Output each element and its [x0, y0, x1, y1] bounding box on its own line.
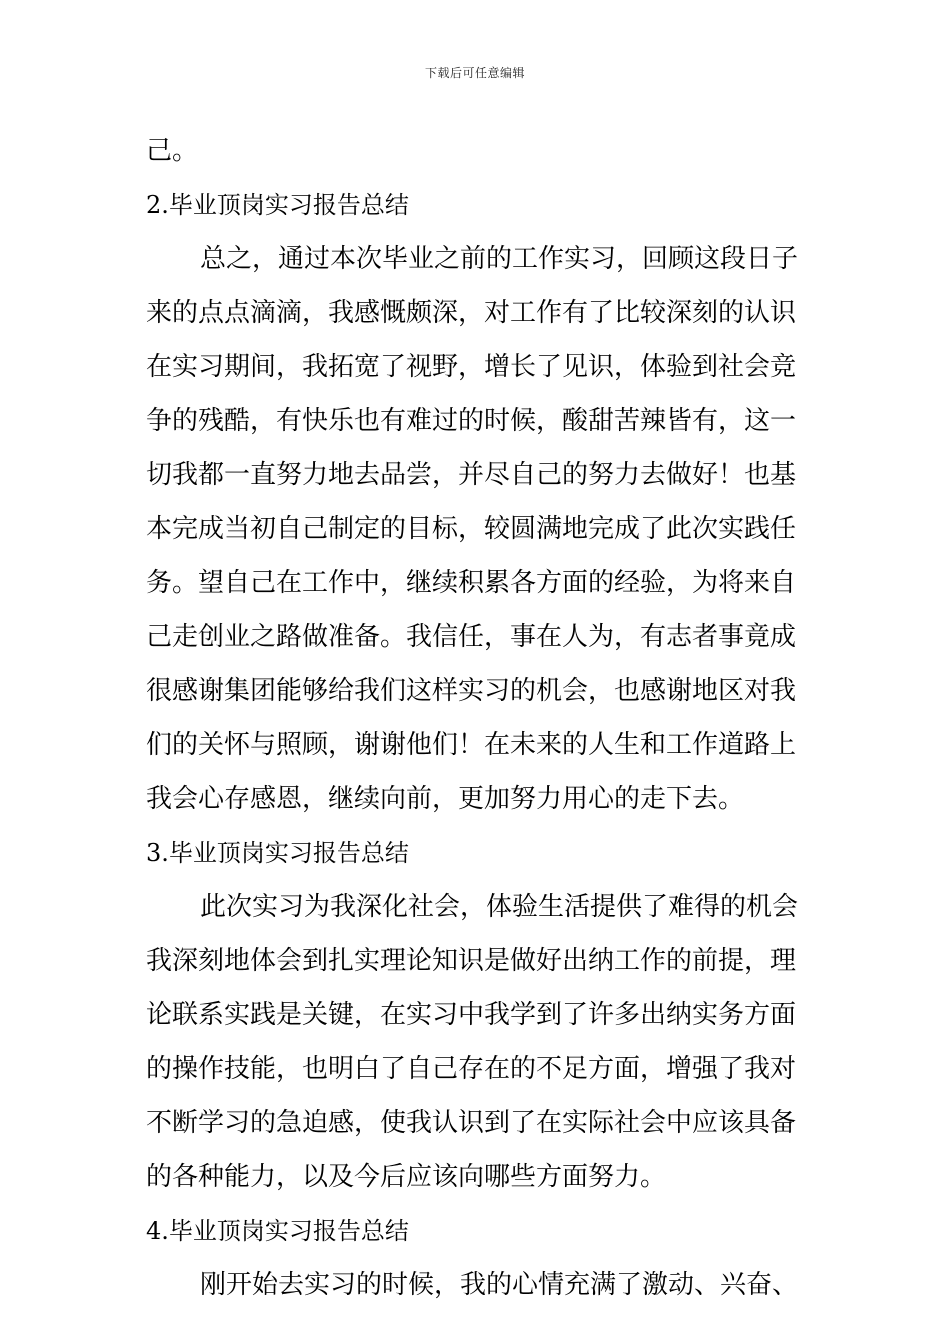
text-line: 我会心存感恩，继续向前，更加努力用心的走下去。 [146, 784, 745, 814]
document-body [146, 124, 806, 1312]
text-line: 本完成当初自己制定的目标，较圆满地完成了此次实践任 [146, 514, 797, 544]
text-line: 们的关怀与照顾，谢谢他们！在未来的人生和工作道路上 [146, 730, 797, 760]
text-line: 己。 [146, 136, 199, 166]
text-line: 的操作技能，也明白了自己存在的不足方面，增强了我对 [146, 1054, 797, 1084]
section-heading: 4.毕业顶岗实习报告总结 [146, 1217, 409, 1245]
text-line: 来的点点滴滴，我感慨颇深，对工作有了比较深刻的认识 [146, 298, 797, 328]
text-line: 己走创业之路做准备。我信任，事在人为，有志者事竟成 [146, 622, 797, 652]
text-line: 的各种能力，以及今后应该向哪些方面努力。 [146, 1162, 667, 1192]
text-line: 争的残酷，有快乐也有难过的时候，酸甜苦辣皆有，这一 [146, 406, 797, 436]
text-line: 务。望自己在工作中，继续积累各方面的经验，为将来自 [146, 568, 797, 598]
text-line: 切我都一直努力地去品尝，并尽自己的努力去做好！也基 [146, 460, 797, 490]
section-heading: 2.毕业顶岗实习报告总结 [146, 191, 409, 219]
text-line: 论联系实践是关键，在实习中我学到了许多出纳实务方面 [146, 1000, 797, 1030]
paragraph-first-line: 刚开始去实习的时候，我的心情充满了激动、兴奋、 [200, 1270, 799, 1300]
text-line: 不断学习的急迫感，使我认识到了在实际社会中应该具备 [146, 1108, 797, 1138]
paragraph-first-line: 总之，通过本次毕业之前的工作实习，回顾这段日子 [200, 244, 799, 274]
page-header-note: 下载后可任意编辑 [424, 66, 525, 80]
text-line: 我深刻地体会到扎实理论知识是做好出纳工作的前提，理 [146, 946, 797, 976]
text-line: 在实习期间，我拓宽了视野，增长了见识，体验到社会竞 [146, 352, 797, 382]
section-heading: 3.毕业顶岗实习报告总结 [146, 839, 409, 867]
text-line: 很感谢集团能够给我们这样实习的机会，也感谢地区对我 [146, 676, 797, 706]
paragraph-first-line: 此次实习为我深化社会，体验生活提供了难得的机会 [200, 892, 799, 922]
